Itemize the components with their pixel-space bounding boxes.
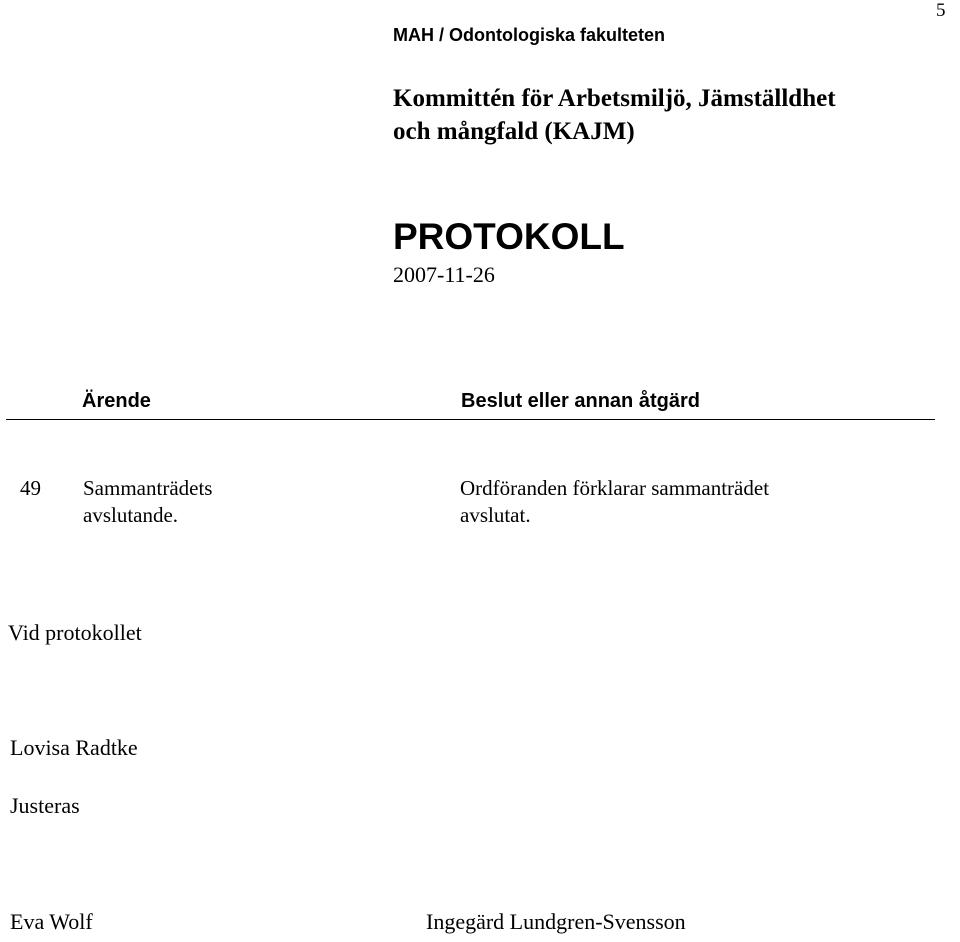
adjuster-name-1: Eva Wolf (10, 909, 93, 934)
column-header-arende: Ärende (82, 390, 151, 412)
secretary-name: Lovisa Radtke (10, 735, 138, 760)
minutes-label: Vid protokollet (8, 620, 142, 645)
item-subject-line-2: avslutande. (83, 503, 179, 527)
item-subject-line-1: Sammanträdets (83, 476, 213, 500)
committee-name-line-2: och mångfald (KAJM) (393, 118, 635, 145)
document-title: PROTOKOLL (393, 216, 625, 257)
item-decision-line-1: Ordföranden förklarar sammanträdet (460, 476, 770, 500)
item-number: 49 (20, 476, 41, 500)
adjuster-name-2: Ingegärd Lundgren-Svensson (426, 909, 686, 934)
table-header-rule (6, 419, 935, 420)
adjusted-label: Justeras (10, 793, 80, 818)
organization-header: MAH / Odontologiska fakulteten (393, 25, 666, 45)
document-date: 2007-11-26 (393, 262, 495, 287)
committee-name-line-1: Kommittén för Arbetsmiljö, Jämställdhet (393, 85, 836, 112)
column-header-beslut: Beslut eller annan åtgärd (461, 390, 700, 412)
item-decision-line-2: avslutat. (460, 503, 531, 527)
page-number: 5 (936, 0, 946, 21)
